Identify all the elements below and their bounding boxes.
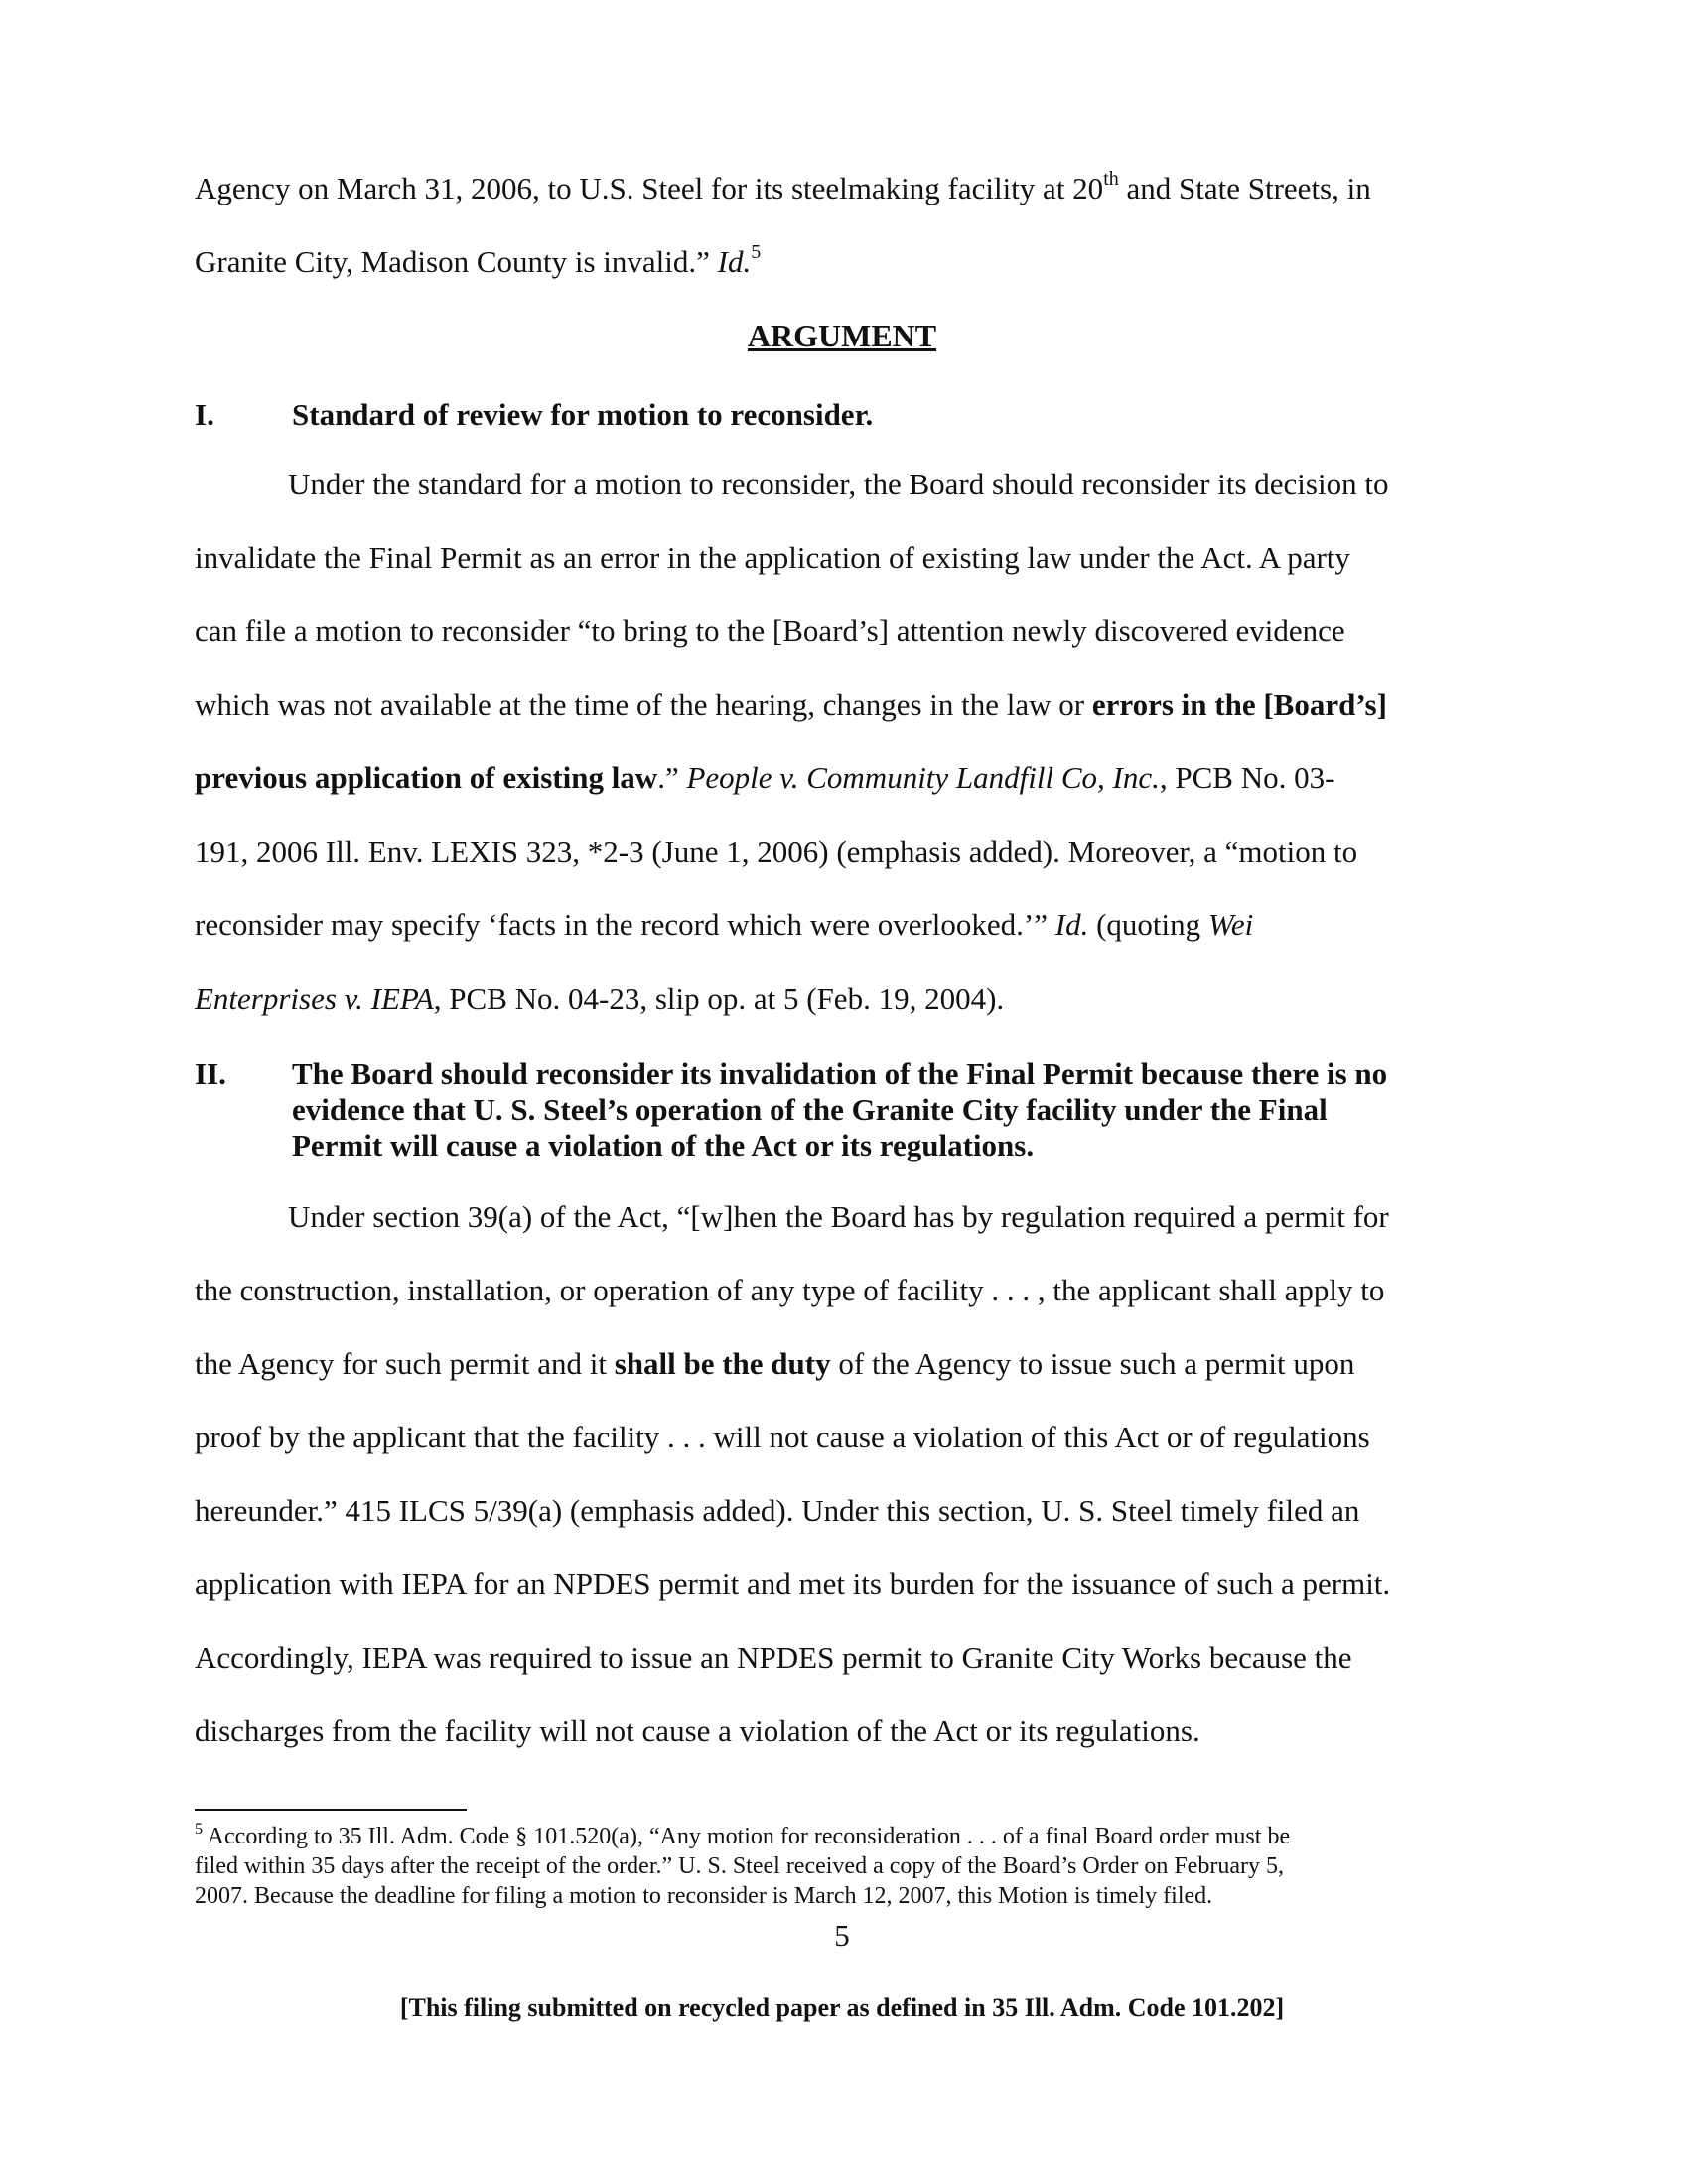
- emphasis: previous application of existing law: [195, 760, 658, 795]
- section-2-number: II.: [195, 1056, 226, 1091]
- section-2-title-2: evidence that U. S. Steel’s operation of the Granite City facility under the Final: [292, 1092, 1328, 1127]
- section-2-title-3: Permit will cause a violation of the Act or its regulations.: [292, 1128, 1035, 1162]
- s1-line-3: can file a motion to reconsider “to bring to the [Board’s] attention newly discovered evidence: [195, 614, 1345, 648]
- s1-line-4: [195, 685, 1387, 725]
- text-span: Agency on March 31, 2006, to U.S. Steel for its steelmaking facility at 20: [195, 171, 1104, 205]
- text-span: Granite City, Madison County is invalid.”: [195, 244, 718, 279]
- footnote-line-3: 2007. Because the deadline for filing a motion to reconsider is March 12, 2007, this Motion is timely filed.: [195, 1883, 1213, 1909]
- s1-line-7: [195, 905, 1253, 945]
- footnote-marker: 5: [195, 1821, 203, 1838]
- text-span: which was not available at the time of the hearing, changes in the law or: [195, 687, 1092, 722]
- argument-heading: ARGUMENT: [747, 318, 937, 353]
- s1-line-1: Under the standard for a motion to reconsider, the Board should reconsider its decision to: [288, 467, 1389, 501]
- s2-line-1: Under section 39(a) of the Act, “[w]hen the Board has by regulation required a permit for: [288, 1199, 1389, 1234]
- s2-line-6: application with IEPA for an NPDES permit and met its burden for the issuance of such a permit.: [195, 1567, 1391, 1601]
- continuation-line-1: [195, 169, 1371, 208]
- s2-line-3: [195, 1344, 1354, 1384]
- section-2-title-1: The Board should reconsider its invalidation of the Final Permit because there is no: [292, 1056, 1388, 1091]
- text-span: (quoting: [1088, 907, 1208, 942]
- text-span: reconsider may specify ‘facts in the record which were overlooked.’”: [195, 907, 1055, 942]
- footnote-line-2: filed within 35 days after the receipt of the order.” U. S. Steel received a copy of the Board’s Order on February 5,: [195, 1853, 1284, 1879]
- s1-line-2: invalidate the Final Permit as an error in the application of existing law under the Act. A party: [195, 540, 1350, 575]
- section-1-number: I.: [195, 397, 214, 432]
- s1-line-8: [195, 979, 1004, 1019]
- recycled-paper-notice: [This filing submitted on recycled paper as defined in 35 Ill. Adm. Code 101.202]: [399, 1993, 1285, 2022]
- text-span: , PCB No. 04-23, slip op. at 5 (Feb. 19, 2004).: [433, 981, 1005, 1016]
- s2-line-8: discharges from the facility will not cause a violation of the Act or its regulations.: [195, 1713, 1200, 1748]
- text-span: of the Agency to issue such a permit upon: [830, 1346, 1355, 1381]
- section-1-title: Standard of review for motion to reconsider.: [292, 397, 874, 432]
- s2-line-2: the construction, installation, or operation of any type of facility . . . , the applicant shall apply to: [195, 1273, 1385, 1307]
- s1-line-6: 191, 2006 Ill. Env. LEXIS 323, *2-3 (June 1, 2006) (emphasis added). Moreover, a “motion to: [195, 834, 1358, 869]
- footnote-separator: [195, 1809, 467, 1811]
- s2-line-4: proof by the applicant that the facility . . . will not cause a violation of this Act or of regulations: [195, 1420, 1370, 1454]
- page-number: 5: [834, 1918, 850, 1953]
- text-span: .”: [657, 760, 687, 795]
- s2-line-5: hereunder.” 415 ILCS 5/39(a) (emphasis added). Under this section, U. S. Steel timely filed an: [195, 1493, 1360, 1528]
- citation: Id.: [717, 244, 752, 279]
- s2-line-7: Accordingly, IEPA was required to issue an NPDES permit to Granite City Works because the: [195, 1640, 1352, 1675]
- case-citation: Enterprises v. IEPA: [195, 981, 434, 1016]
- case-citation: People v. Community Landfill Co, Inc.: [686, 760, 1160, 795]
- text-span: , PCB No. 03-: [1159, 760, 1335, 795]
- text-span: and State Streets, in: [1118, 171, 1371, 205]
- continuation-line-2: [195, 242, 761, 282]
- footnote-reference: 5: [751, 241, 762, 263]
- superscript: th: [1103, 168, 1119, 190]
- case-citation: Wei: [1207, 907, 1254, 942]
- emphasis: shall be the duty: [614, 1346, 831, 1381]
- text-span: the Agency for such permit and it: [195, 1346, 615, 1381]
- text-span: According to 35 Ill. Adm. Code § 101.520(a), “Any motion for reconsideration . . . of a final Board order must be: [203, 1824, 1291, 1849]
- emphasis: errors in the [Board’s]: [1091, 687, 1387, 722]
- s1-line-5: [195, 758, 1334, 798]
- footnote-line-1: [195, 1823, 1290, 1851]
- citation: Id.: [1054, 907, 1089, 942]
